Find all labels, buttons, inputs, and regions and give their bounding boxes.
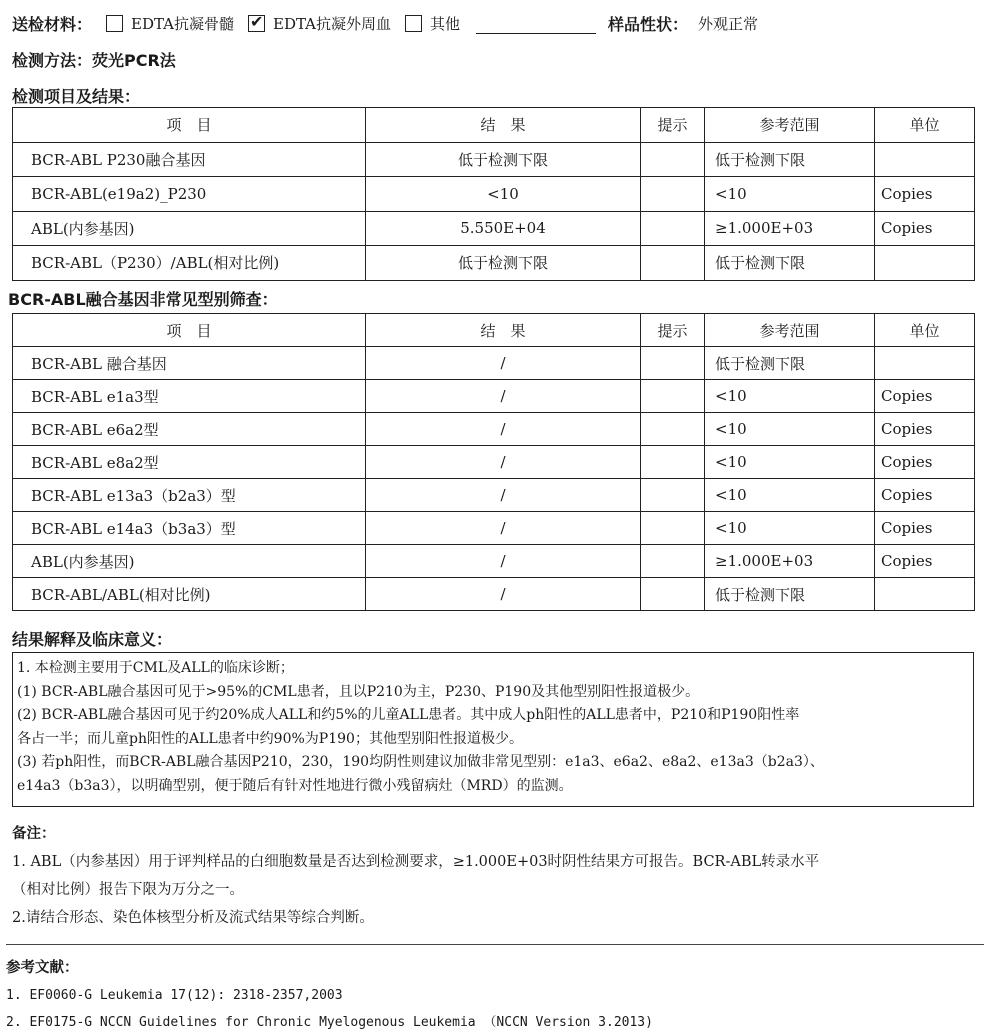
reference-item: 2. EF0175-G NCCN Guidelines for Chronic Myelogenous Leukemia （NCCN Version 3.2013): [6, 1015, 653, 1030]
cell-ref: 低于检测下限: [705, 578, 875, 611]
cell-ref: <10: [705, 446, 875, 479]
other-blank-field[interactable]: [476, 13, 596, 34]
header-col-unit: 单位: [875, 314, 975, 347]
notes-title: 备注：: [12, 826, 56, 842]
cell-result: /: [366, 479, 641, 512]
header-col-result: 结 果: [366, 108, 641, 143]
method-value: 荧光PCR法: [92, 51, 176, 70]
cell-result: /: [366, 578, 641, 611]
table-row: [13, 246, 975, 281]
cell-hint: [641, 512, 705, 545]
cell-hint: [641, 177, 705, 212]
header-col-hint: 提示: [641, 108, 705, 143]
section2-title: BCR-ABL融合基因非常见型别筛查：: [8, 290, 278, 309]
cell-result: 5.550E+04: [366, 211, 641, 246]
notes-section: [12, 820, 992, 932]
cell-ref: ≥1.000E+03: [705, 545, 875, 578]
table-row: [13, 479, 975, 512]
table-header-row: [13, 314, 975, 347]
cell-result: /: [366, 380, 641, 413]
option-other[interactable]: [405, 13, 460, 34]
interpretation-line: e14a3（b3a3），以明确型别，便于随后有针对性地进行微小残留病灶（MRD）的监测。: [17, 777, 573, 794]
cell-item: BCR-ABL e6a2型: [13, 413, 366, 446]
interpretation-title: 结果解释及临床意义：: [12, 630, 173, 649]
table-row: [13, 380, 975, 413]
cell-result: <10: [366, 177, 641, 212]
interpretation-line: 1. 本检测主要用于CML及ALL的临床诊断；: [17, 660, 294, 676]
table-row: [13, 347, 975, 380]
cell-unit: Copies: [875, 446, 975, 479]
checkbox-peripheral-blood[interactable]: [248, 15, 265, 32]
cell-unit: Copies: [875, 413, 975, 446]
cell-item: BCR-ABL e8a2型: [13, 446, 366, 479]
cell-result: /: [366, 347, 641, 380]
material-label: 送检材料：: [12, 14, 93, 34]
cell-result: /: [366, 512, 641, 545]
cell-ref: <10: [705, 479, 875, 512]
divider: [6, 944, 984, 945]
section1-title: 检测项目及结果：: [12, 87, 141, 106]
cell-unit: Copies: [875, 380, 975, 413]
cell-item: BCR-ABL P230融合基因: [13, 142, 366, 177]
cell-unit: Copies: [875, 211, 975, 246]
header-col-item: 项 目: [13, 314, 366, 347]
sample-value: 外观正常: [698, 14, 759, 33]
option-bone-marrow[interactable]: [106, 13, 234, 34]
cell-result: /: [366, 446, 641, 479]
header-col-ref: 参考范围: [705, 314, 875, 347]
cell-hint: [641, 380, 705, 413]
table-header-row: [13, 108, 975, 143]
cell-hint: [641, 413, 705, 446]
header-col-unit: 单位: [875, 108, 975, 143]
specimen-line: [12, 6, 992, 40]
table-row: [13, 413, 975, 446]
method-label: 检测方法：: [12, 51, 93, 70]
cell-ref: 低于检测下限: [705, 246, 875, 281]
cell-hint: [641, 578, 705, 611]
cell-result: 低于检测下限: [366, 246, 641, 281]
cell-unit: [875, 347, 975, 380]
cell-result: 低于检测下限: [366, 142, 641, 177]
cell-item: ABL(内参基因): [13, 211, 366, 246]
cell-item: BCR-ABL e1a3型: [13, 380, 366, 413]
option-bone-marrow-label: EDTA抗凝骨髓: [131, 14, 235, 33]
interpretation-line: (1) BCR-ABL融合基因可见于>95%的CML患者，且以P210为主，P230、P190及其他型别阳性报道极少。: [17, 683, 700, 700]
table-row: [13, 578, 975, 611]
notes-line: 1. ABL（内参基因）用于评判样品的白细胞数量是否达到检测要求，≥1.000E+03时阴性结果方可报告。BCR-ABL转录水平: [12, 854, 820, 870]
cell-item: BCR-ABL e14a3（b3a3）型: [13, 512, 366, 545]
cell-hint: [641, 545, 705, 578]
reference-item: 1. EF0060-G Leukemia 17(12): 2318-2357,2003: [6, 988, 343, 1003]
table-row: [13, 512, 975, 545]
cell-unit: [875, 142, 975, 177]
checkbox-bone-marrow[interactable]: [106, 15, 123, 32]
sample-label: 样品性状：: [608, 14, 689, 34]
notes-line: 2.请结合形态、染色体核型分析及流式结果等综合判断。: [12, 910, 374, 926]
cell-item: ABL(内参基因): [13, 545, 366, 578]
interpretation-line: 各占一半；而儿童ph阳性的ALL患者中约90%为P190；其他型别阳性报道极少。: [17, 730, 523, 747]
interpretation-line: (2) BCR-ABL融合基因可见于约20%成人ALL和约5%的儿童ALL患者。其中成人ph阳性的ALL患者中，P210和P190阳性率: [17, 707, 800, 723]
cell-ref: 低于检测下限: [705, 347, 875, 380]
references-title: 参考文献：: [6, 960, 79, 976]
cell-unit: Copies: [875, 479, 975, 512]
cell-item: BCR-ABL 融合基因: [13, 347, 366, 380]
cell-ref: <10: [705, 512, 875, 545]
header-col-hint: 提示: [641, 314, 705, 347]
table-row: [13, 211, 975, 246]
cell-hint: [641, 479, 705, 512]
option-peripheral-blood[interactable]: [248, 13, 391, 34]
cell-hint: [641, 347, 705, 380]
cell-item: BCR-ABL e13a3（b2a3）型: [13, 479, 366, 512]
table-row: [13, 142, 975, 177]
header-col-result: 结 果: [366, 314, 641, 347]
cell-ref: <10: [705, 413, 875, 446]
cell-hint: [641, 246, 705, 281]
cell-result: /: [366, 413, 641, 446]
header-col-ref: 参考范围: [705, 108, 875, 143]
header-col-item: 项 目: [13, 108, 366, 143]
table-row: [13, 446, 975, 479]
cell-item: BCR-ABL（P230）/ABL(相对比例): [13, 246, 366, 281]
option-other-label: 其他: [430, 14, 461, 33]
cell-unit: [875, 578, 975, 611]
table-row: [13, 545, 975, 578]
cell-item: BCR-ABL(e19a2)_P230: [13, 177, 366, 212]
cell-unit: Copies: [875, 512, 975, 545]
screening-table: [12, 313, 975, 611]
cell-hint: [641, 446, 705, 479]
option-peripheral-blood-label: EDTA抗凝外周血: [273, 14, 392, 33]
cell-ref: <10: [705, 380, 875, 413]
cell-ref: <10: [705, 177, 875, 212]
cell-ref: ≥1.000E+03: [705, 211, 875, 246]
method-line: [12, 48, 176, 71]
interpretation-box: [12, 652, 974, 807]
notes-line: （相对比例）报告下限为万分之一。: [12, 882, 244, 898]
interpretation-line: (3) 若ph阳性，而BCR-ABL融合基因P210，230，190均阴性则建议加做非常见型别：e1a3、e6a2、e8a2、e13a3（b2a3）、: [17, 754, 824, 770]
cell-result: /: [366, 545, 641, 578]
references-section: [6, 955, 986, 1036]
results-table: [12, 107, 975, 281]
cell-unit: Copies: [875, 545, 975, 578]
table-row: [13, 177, 975, 212]
checkbox-other[interactable]: [405, 15, 422, 32]
cell-hint: [641, 211, 705, 246]
cell-unit: [875, 246, 975, 281]
cell-unit: Copies: [875, 177, 975, 212]
cell-item: BCR-ABL/ABL(相对比例): [13, 578, 366, 611]
cell-ref: 低于检测下限: [705, 142, 875, 177]
cell-hint: [641, 142, 705, 177]
